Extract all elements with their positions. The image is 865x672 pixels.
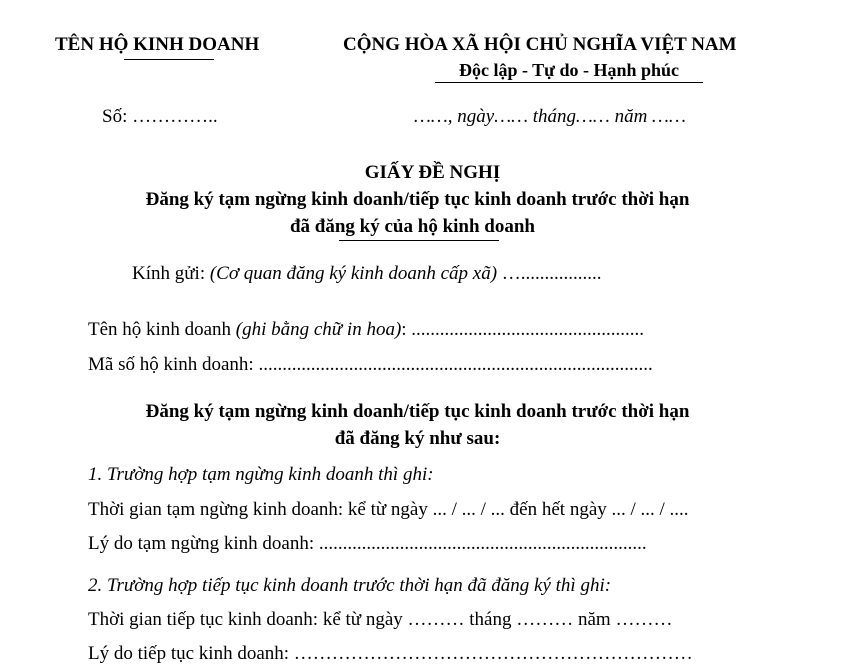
document-title: GIẤY ĐỀ NGHỊ — [364, 162, 501, 183]
document-subtitle-line-1: Đăng ký tạm ngừng kinh doanh/tiếp tục kinh doanh trước thời hạn — [145, 189, 690, 210]
document-number-line: Số: ………….. — [102, 106, 218, 127]
case-1-period: Thời gian tạm ngừng kinh doanh: kể từ ngày ... / ... / ... đến hết ngày ... / ... / .... — [88, 499, 689, 520]
subtitle-underline — [339, 240, 499, 241]
business-name-dots: : ................................................. — [401, 319, 645, 340]
motto-underline — [435, 82, 703, 83]
business-household-heading: TÊN HỘ KINH DOANH — [55, 34, 260, 55]
business-code-field — [88, 353, 653, 377]
business-code-label: Mã số hộ kinh doanh: — [88, 354, 259, 375]
case-2-title: 2. Trường hợp tiếp tục kinh doanh trước thời hạn đã đăng ký thì ghi: — [88, 575, 612, 596]
national-motto: Độc lập - Tự do - Hạnh phúc — [458, 60, 680, 80]
heading-underline-left — [124, 59, 214, 60]
business-code-dots: ................................................................................... — [258, 354, 653, 375]
recipient-label: Kính gửi: — [132, 263, 210, 284]
national-title: CỘNG HÒA XÃ HỘI CHỦ NGHĨA VIỆT NAM — [343, 34, 737, 55]
business-name-field — [88, 318, 644, 342]
document-subtitle-line-2: đã đăng ký của hộ kinh doanh — [289, 216, 535, 237]
section-heading-line-1: Đăng ký tạm ngừng kinh doanh/tiếp tục kinh doanh trước thời hạn — [145, 401, 690, 422]
case-2-period: Thời gian tiếp tục kinh doanh: kể từ ngày ……… tháng ……… năm ……… — [88, 609, 673, 630]
recipient-authority: (Cơ quan đăng ký kinh doanh cấp xã) — [209, 263, 498, 284]
case-1-reason: Lý do tạm ngừng kinh doanh: ..................................................................... — [88, 533, 647, 554]
section-heading-line-2: đã đăng ký như sau: — [334, 428, 501, 449]
business-name-label: Tên hộ kinh doanh — [88, 319, 236, 340]
recipient-dots: …................. — [497, 263, 602, 284]
business-name-hint: (ghi bằng chữ in hoa) — [235, 319, 402, 340]
place-date-line: ……, ngày…… tháng…… năm …… — [414, 106, 686, 127]
recipient-line — [132, 262, 602, 286]
case-1-title: 1. Trường hợp tạm ngừng kinh doanh thì ghi: — [88, 464, 434, 485]
case-2-reason: Lý do tiếp tục kinh doanh: ……………………………………………………… — [88, 643, 693, 664]
